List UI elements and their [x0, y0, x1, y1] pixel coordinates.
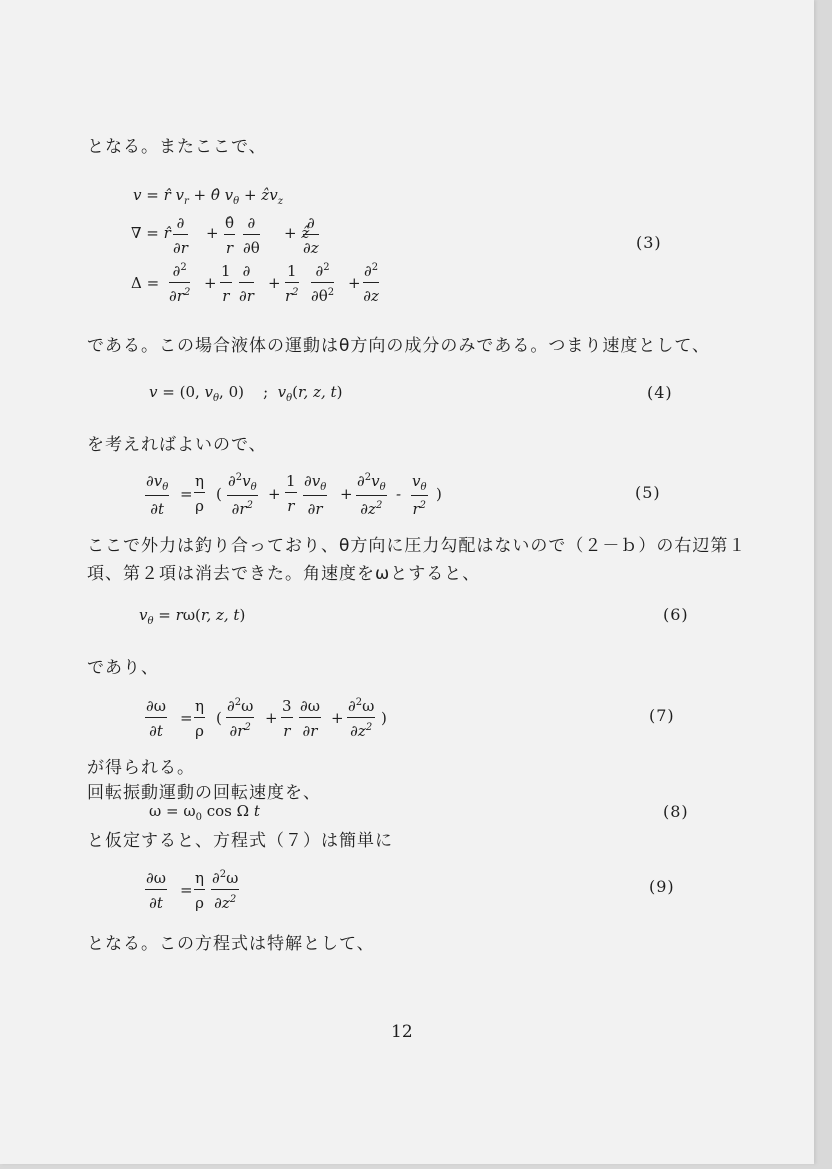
- text-line-10: となる。この方程式は特解として、: [87, 934, 375, 954]
- equation-number-8: (8): [663, 802, 689, 821]
- laplacian-lhs: Δ =: [131, 274, 160, 292]
- nabla-lhs: ∇ = r̂: [131, 224, 171, 242]
- frac-d-dr-2: ∂ ∂r: [239, 262, 254, 305]
- equation-number-5: (5): [635, 483, 661, 502]
- text-line-3: を考えればよいので、: [87, 435, 267, 455]
- equation-number-6: (6): [663, 605, 689, 624]
- frac-d2-dr2: $\frac{\partial^2}{\partial r^2}$: [169, 262, 191, 305]
- text-line-8: 回転振動運動の回転速度を、: [87, 783, 321, 803]
- text-line-6: であり、: [87, 658, 159, 678]
- equation-number-4: (4): [647, 383, 673, 402]
- text-line-5: 項、第２項は消去できた。角速度をωとすると、: [87, 564, 481, 584]
- frac-d-dtheta: ∂ ∂θ: [243, 214, 260, 257]
- equation-8: $\omega = \omega_0$ cos Ω t: [149, 802, 260, 823]
- text-line-9: と仮定すると、方程式（７）は簡単に: [87, 831, 393, 851]
- text-line-4: ここで外力は釣り合っており、θ方向に圧力勾配はないので（２－ｂ）の右辺第１: [87, 536, 747, 556]
- equation-4: v = (0, $v_\theta$, 0) ; $v_\theta(r$, z, t): [149, 383, 343, 404]
- frac-theta-hat-over-r: $\frac{\thetâ}{r}$: [225, 214, 235, 257]
- equation-number-3: (3): [636, 233, 662, 252]
- frac-d2-dtheta2: $\frac{\partial^2}{\partial\theta^2}$: [311, 262, 335, 305]
- velocity-vector-def: v = r̂ $v_r$ + θ̂ $v_\theta$ + ẑv$_z$: [133, 186, 283, 207]
- equation-6: $v_\theta = r\omega(r$, z, t): [139, 606, 246, 627]
- document-page: となる。またここで、 v = r̂ $v_r$ + θ̂ $v_\theta$ + ẑv$_z$ ∇ = r̂ ∂ ∂r + $\frac{\thetâ}{r}$ ∂ ∂θ + ẑ ∂ ∂z Δ = $\frac{\partial^2}{\partial r^2}$ + $\frac{1}{r}$ ∂ ∂r + $\frac{1}{r^2}$ $\frac{\partial^2}{\partial\theta^2}$ + $\frac{\partial^2}{\partial z}$ (3) である。この場合液体の運動はθ方向の成分のみである。つまり速度として、 v = (0, $v_\theta$, 0) ; $v_\theta(r$, z, t) (4) を考えればよいので、 $\frac{\partial v_\theta}{\partial t}$ = $\frac{\eta}{\rho}$ ( $\frac{\partial^2v_\theta}{\partial r^2}$ + $\frac{1}{r}$ $\frac{\partial v_\theta}{\partial r}$ + $\frac{\partial^2v_\theta}{\partial z^2}$ - $\frac{v_\theta}{r^2}$ ) (5) ここで外力は釣り合っており、θ方向に圧力勾配はないので（２－ｂ）の右辺第１ 項、第２項は消去できた。角速度をωとすると、 $v_\theta = r\omega(r$, z, t) (6) であり、 $\frac{\partial\omega}{\partial t}$ = $\frac{\eta}{\rho}$ ( $\frac{\partial^2\omega}{\partial r^2}$ + $\frac{3}{r}$ $\frac{\partial\omega}{\partial r}$ + $\frac{\partial^2\omega}{\partial z^2}$ ) (7) が得られる。 回転振動運動の回転速度を、 $\omega = \omega_0$ cos Ω t (8) と仮定すると、方程式（７）は簡単に $\frac{\partial\omega}{\partial t}$ = $\frac{\eta}{\rho}$ $\frac{\partial^2\omega}{\partial z^2}$ (9) となる。この方程式は特解として、 12: [0, 0, 814, 1164]
- frac-1-over-r: $\frac{1}{r}$: [221, 262, 231, 305]
- equation-number-9: (9): [649, 877, 675, 896]
- equation-number-7: (7): [649, 706, 675, 725]
- text-line-1: となる。またここで、: [87, 137, 267, 157]
- frac-d-dr: ∂ ∂r: [173, 214, 188, 257]
- frac-1-over-r2: $\frac{1}{r^2}$: [285, 262, 299, 305]
- text-line-2: である。この場合液体の運動はθ方向の成分のみである。つまり速度として、: [87, 336, 711, 356]
- frac-d2-dz: $\frac{\partial^2}{\partial z}$: [363, 262, 379, 305]
- page-number: 12: [391, 1022, 413, 1042]
- text-line-7: が得られる。: [87, 758, 195, 778]
- frac-d-dz: ∂ ∂z: [303, 214, 319, 257]
